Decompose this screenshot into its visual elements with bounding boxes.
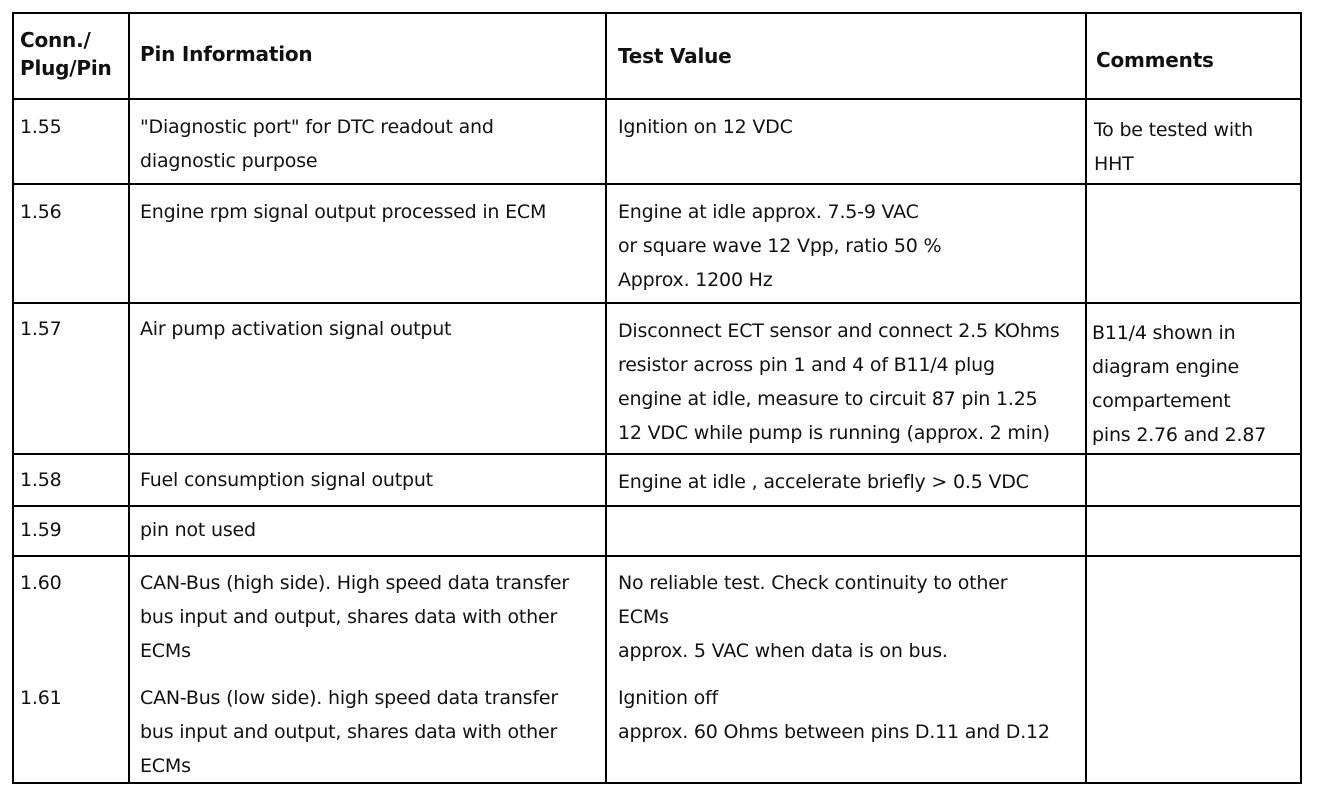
pin-info-cell-1-55 bbox=[140, 110, 494, 178]
test-value-line: approx. 5 VAC when data is on bus. bbox=[618, 640, 948, 662]
test-value-line: resistor across pin 1 and 4 of B11/4 plug bbox=[618, 354, 995, 376]
comment-line: diagram engine bbox=[1092, 356, 1240, 378]
pin-info-line: Air pump activation signal output bbox=[140, 318, 452, 340]
header-conn-plug-pin bbox=[20, 26, 112, 82]
pin-info-cell-1-56 bbox=[140, 195, 546, 229]
comments-cell-1-57 bbox=[1092, 316, 1266, 452]
row-divider bbox=[14, 98, 1300, 100]
row-divider bbox=[14, 505, 1300, 507]
test-value-line: engine at idle, measure to circuit 87 pin 1.25 bbox=[618, 388, 1038, 410]
pin-cell-1-60: 1.60 bbox=[20, 572, 62, 594]
test-value-line: Engine at idle , accelerate briefly > 0.5 VDC bbox=[618, 471, 1029, 493]
test-value-line: or square wave 12 Vpp, ratio 50 % bbox=[618, 235, 942, 257]
pin-info-line: ECMs bbox=[140, 755, 191, 777]
column-divider bbox=[1085, 14, 1087, 782]
pin-info-line: bus input and output, shares data with other bbox=[140, 606, 558, 628]
comment-line: HHT bbox=[1094, 153, 1134, 175]
comment-line: pins 2.76 and 2.87 bbox=[1092, 424, 1267, 446]
test-value-line: Ignition off bbox=[618, 687, 719, 709]
pin-info-line: CAN-Bus (high side). High speed data transfer bbox=[140, 572, 569, 594]
comment-line: B11/4 shown in bbox=[1092, 322, 1236, 344]
test-value-line: approx. 60 Ohms between pins D.11 and D.12 bbox=[618, 721, 1050, 743]
header-conn-line-2: Plug/Pin bbox=[20, 56, 112, 80]
test-value-cell-1-58 bbox=[618, 465, 1029, 499]
pin-info-line: Engine rpm signal output processed in ECM bbox=[140, 201, 547, 223]
header-conn-line-1: Conn./ bbox=[20, 28, 91, 52]
comment-line: compartement bbox=[1092, 390, 1231, 412]
pin-table bbox=[12, 12, 1302, 784]
pin-cell-1-58: 1.58 bbox=[20, 469, 62, 491]
test-value-line: No reliable test. Check continuity to other bbox=[618, 572, 1008, 594]
row-divider bbox=[14, 555, 1300, 557]
row-divider bbox=[14, 453, 1300, 455]
pin-info-cell-1-57 bbox=[140, 312, 451, 346]
pin-cell-1-56: 1.56 bbox=[20, 201, 62, 223]
header-comments: Comments bbox=[1096, 48, 1214, 72]
header-pin-information: Pin Information bbox=[140, 42, 313, 66]
test-value-cell-1-56 bbox=[618, 195, 941, 297]
pin-cell-1-57: 1.57 bbox=[20, 318, 62, 340]
pin-info-line: ECMs bbox=[140, 640, 191, 662]
comment-line: To be tested with bbox=[1094, 119, 1254, 141]
pin-info-line: pin not used bbox=[140, 519, 256, 541]
pin-cell-1-59: 1.59 bbox=[20, 519, 62, 541]
header-test-value: Test Value bbox=[618, 44, 732, 68]
test-value-cell-1-60 bbox=[618, 566, 1007, 668]
pin-cell-1-55: 1.55 bbox=[20, 116, 62, 138]
row-divider bbox=[14, 302, 1300, 304]
row-divider bbox=[14, 183, 1300, 185]
pin-info-line: Fuel consumption signal output bbox=[140, 469, 433, 491]
pin-info-cell-1-60 bbox=[140, 566, 569, 668]
pin-cell-1-61: 1.61 bbox=[20, 687, 62, 709]
pin-info-cell-1-58 bbox=[140, 463, 433, 497]
test-value-line: Engine at idle approx. 7.5-9 VAC bbox=[618, 201, 919, 223]
column-divider bbox=[128, 14, 130, 782]
comments-cell-1-55 bbox=[1094, 113, 1253, 181]
test-value-cell-1-61 bbox=[618, 681, 1050, 749]
pin-info-line: CAN-Bus (low side). high speed data transfer bbox=[140, 687, 558, 709]
test-value-line: ECMs bbox=[618, 606, 669, 628]
test-value-cell-1-55 bbox=[618, 110, 793, 144]
pin-info-line: "Diagnostic port" for DTC readout and bbox=[140, 116, 494, 138]
test-value-line: Approx. 1200 Hz bbox=[618, 269, 773, 291]
test-value-line: Ignition on 12 VDC bbox=[618, 116, 793, 138]
test-value-cell-1-57 bbox=[618, 314, 1060, 450]
pin-info-line: diagnostic purpose bbox=[140, 150, 318, 172]
pin-info-line: bus input and output, shares data with other bbox=[140, 721, 558, 743]
pin-info-cell-1-59 bbox=[140, 513, 256, 547]
test-value-line: Disconnect ECT sensor and connect 2.5 KOhms bbox=[618, 320, 1060, 342]
pin-info-cell-1-61 bbox=[140, 681, 558, 783]
test-value-line: 12 VDC while pump is running (approx. 2 min) bbox=[618, 422, 1050, 444]
column-divider bbox=[605, 14, 607, 782]
